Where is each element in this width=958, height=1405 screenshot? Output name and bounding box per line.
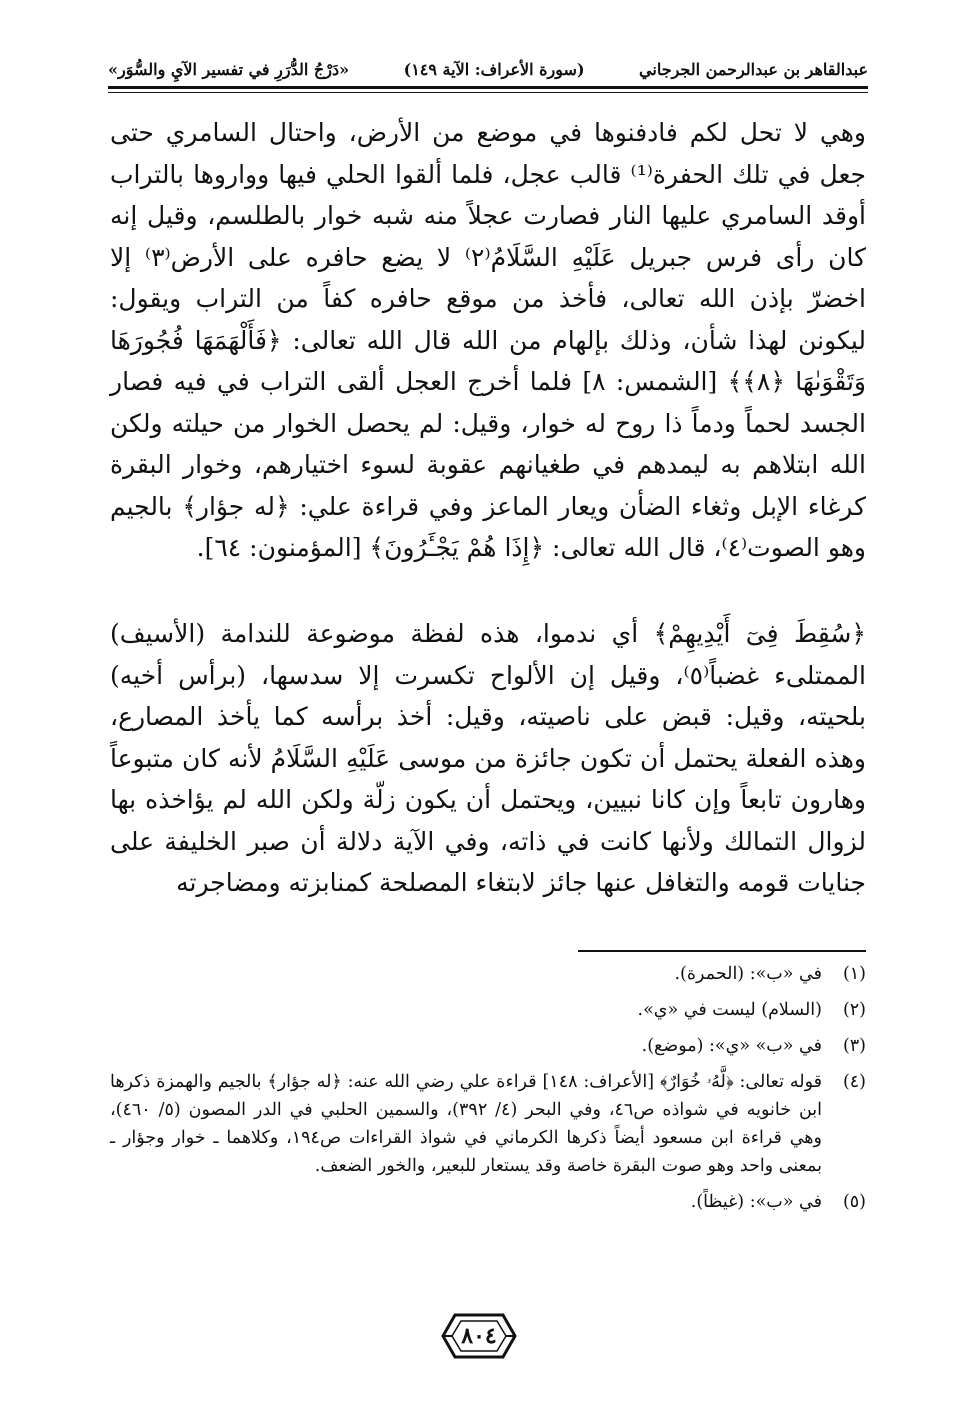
footnote-separator [578,950,866,952]
footnote-number: (٣) [842,1036,866,1056]
header-book-title: «دَرْجُ الدُّرَرِ في تفسير الآيِ والسُّوَر» [108,59,350,79]
footnote-3 [110,1032,866,1060]
footnote-text: في «ب»: (غيظاً). [690,1192,822,1212]
footnote-number: (٥) [842,1192,866,1212]
paragraph-2: ﴿سُقِطَ فِىٓ أَيْدِيهِمْ﴾ أي ندموا، هذه لفظة موضوعة للندامة (الأسيف) الممتلىء غضباً⁽٥⁾، وقيل إن الألواح تكسرت إلا سدسها، (برأس أخيه) بلحيته، وقيل: قبض على ناصيته، وقيل: أخذ برأسه كما يأخذ المصارع، وهذه الفعلة يحتمل أن تكون جائزة من موسى عَلَيْهِ السَّلَامُ لأنه كان متبوعاً وهارون تابعاً وإن كانا نبيين، ويحتمل أن يكون زلّة ولكن الله لم يؤاخذه بها لزوال التمالك ولأنها كانت في ذاته، وفي الآية دلالة أن صبر الخليفة على جنايات قومه والتغافل عنها جائز لابتغاء المصلحة كمنابزته ومضاجرته [110,619,866,897]
footnote-number: (٢) [842,1000,866,1020]
header-rule-thick [108,86,868,89]
footnote-2 [110,996,866,1024]
footnote-number: (١) [842,964,866,984]
footnote-text: في «ب» «ي»: (موضع). [641,1036,822,1056]
header-rule-thin [108,92,868,93]
paragraph-1: وهي لا تحل لكم فادفنوها في موضع من الأرض، واحتال السامري حتى جعل في تلك الحفرة⁽¹⁾ قالب عجل، فلما ألقوا الحلي فيها وواروها بالتراب أوقد السامري عليها النار فصارت عجلاً منه شبه خوار بالطلسم، وقيل إنه كان رأى فرس جبريل عَلَيْهِ السَّلَامُ⁽٢⁾ لا يضع حافره على الأرض⁽٣⁾ إلا اخضرّ بإذن الله تعالى، فأخذ من موقع حافره كفاً من التراب ويقول: ليكونن لهذا شأن، وذلك بإلهام من الله قال الله تعالى: ﴿فَأَلْهَمَهَا فُجُورَهَا وَتَقْوَىٰهَا ﴿٨﴾﴾ [الشمس: ٨] فلما أخرج العجل ألقى التراب في فيه فصار الجسد لحماً ودماً ذا روح له خوار، وقيل: لم يحصل الخوار من حيلته ولكن الله ابتلاهم به ليمدهم في طغيانهم عقوبة لسوء اختيارهم، وخوار البقرة كرغاء الإبل وثغاء الضأن ويعار الماعز وفي قراءة علي: ﴿له جؤار﴾ بالجيم وهو الصوت⁽٤⁾، قال الله تعالى: ﴿إِذَا هُمْ يَجْـَٔرُونَ﴾ [المؤمنون: ٦٤]. [110,118,866,562]
footnote-text: في «ب»: (الحمرة). [674,964,822,984]
header-surah-ayah: (سورة الأعراف: الآية ١٤٩) [403,59,585,79]
main-text-block [110,112,866,569]
footnote-text: (السلام) ليست في «ي». [637,1000,822,1020]
footnote-text: قوله تعالى: ﴿لَّهُۥ خُوَارٌ﴾ [الأعراف: ١٤٨] قراءة علي رضي الله عنه: ﴿له جؤار﴾ بالجيم والهمزة ذكرها ابن خانويه في شواذه ص٤٦، وفي البحر (٤/ ٣٩٢)، والسمين الحلبي في الدر المصون (٥/ ٤٦٠)، وهي قراءة ابن مسعود أيضاً ذكرها الكرماني في شواذ القراءات ص١٩٤، وكلاهما ـ خوار وجؤار ـ بمعنى واحد وهو صوت البقرة خاصة وقد يستعار للبعير، والخور الضعف. [110,1072,823,1176]
main-text-block-2 [110,613,866,904]
header-author: عبدالقاهر بن عبدالرحمن الجرجاني [639,59,868,79]
footnote-5 [110,1188,866,1216]
footnotes [110,960,866,1224]
footnote-4 [110,1068,866,1180]
running-header [108,56,868,82]
page-number-ornament [441,1311,517,1361]
footnote-1 [110,960,866,988]
page-number: ٨٠٤ [461,1323,497,1349]
footnote-number: (٤) [842,1072,866,1092]
